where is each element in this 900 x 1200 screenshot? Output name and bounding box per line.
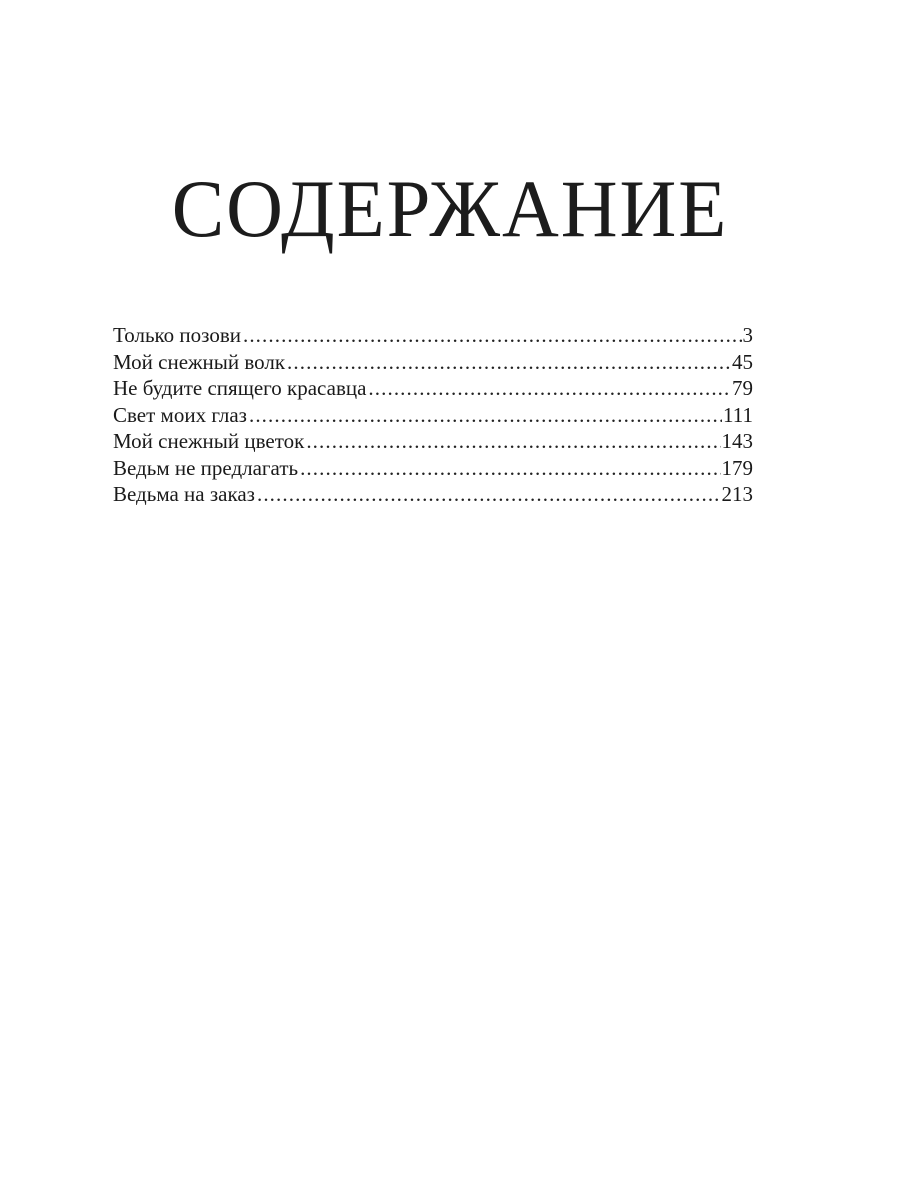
- toc-dot-leader: [300, 455, 720, 482]
- toc-entry-title: Ведьма на заказ: [113, 482, 255, 506]
- toc-entry-title: Мой снежный цветок: [113, 429, 305, 453]
- toc-entry-page: 79: [732, 376, 753, 400]
- toc-dot-leader: [368, 375, 731, 402]
- toc-entry[interactable]: [113, 428, 753, 455]
- toc-entry-page: 213: [721, 482, 753, 506]
- toc-entry-title: Свет моих глаз: [113, 402, 247, 427]
- toc-entry-page: 3: [742, 323, 753, 347]
- toc-entry-page: 111: [723, 402, 753, 427]
- toc-entry-title: Мой снежный волк: [113, 349, 286, 374]
- toc-dot-leader: [243, 322, 742, 349]
- toc-dot-leader: [306, 428, 720, 455]
- toc-dot-leader: [287, 349, 731, 376]
- toc-entry[interactable]: [113, 349, 753, 376]
- toc-entry[interactable]: [113, 375, 753, 402]
- table-of-contents: [113, 322, 753, 508]
- toc-entry-title: Только позови: [113, 323, 241, 347]
- toc-entry[interactable]: [113, 402, 753, 429]
- contents-heading: СОДЕРЖАНИЕ: [171, 163, 729, 254]
- toc-entry-title: Не будите спящего красавца: [113, 376, 367, 400]
- toc-dot-leader: [257, 481, 721, 508]
- toc-entry[interactable]: [113, 481, 753, 508]
- toc-entry-page: 45: [732, 349, 753, 374]
- toc-entry[interactable]: [113, 455, 753, 482]
- toc-entry-page: 143: [721, 429, 753, 453]
- toc-dot-leader: [249, 402, 722, 429]
- toc-entry[interactable]: [113, 322, 753, 349]
- toc-entry-page: 179: [721, 455, 753, 480]
- toc-entry-title: Ведьм не предлагать: [113, 455, 299, 480]
